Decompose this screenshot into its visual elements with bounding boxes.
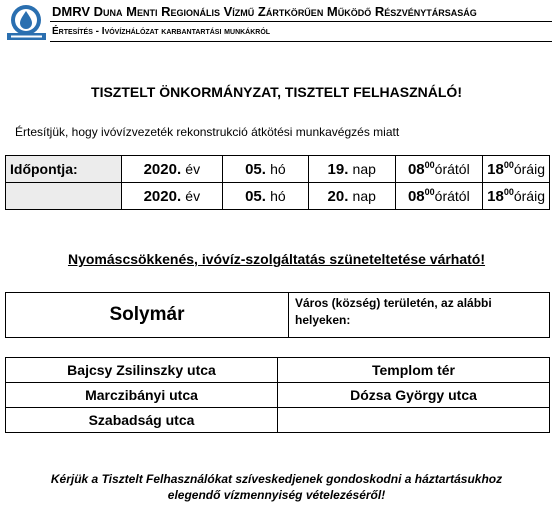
table-row xyxy=(6,383,550,408)
year-value: 2020. xyxy=(143,187,182,205)
schedule-to xyxy=(483,156,550,183)
to-hour: 18 xyxy=(487,161,504,178)
day-unit: nap xyxy=(352,160,376,177)
notice-subtitle: Értesítés - Ivóvízhálózat karbantartási munkákról xyxy=(52,26,271,37)
to-hour: 18 xyxy=(487,188,504,205)
location-table xyxy=(5,292,550,338)
day-unit: nap xyxy=(352,187,376,204)
year-unit: év xyxy=(185,187,201,204)
from-hour: 08 xyxy=(407,161,425,178)
schedule-year xyxy=(121,183,222,210)
to-unit: óráig xyxy=(513,161,545,177)
day-value: 19. xyxy=(327,160,349,178)
greeting-heading: TISZTELT ÖNKORMÁNYZAT, TISZTELT FELHASZNÁLÓ! xyxy=(91,84,462,100)
schedule-day xyxy=(308,156,395,183)
schedule-month xyxy=(222,156,308,183)
street-name: Szabadság utca xyxy=(6,408,278,433)
schedule-label: Időpontja: xyxy=(6,156,122,183)
street-name: Marczibányi utca xyxy=(6,383,278,408)
month-value: 05. xyxy=(245,160,266,178)
schedule-year xyxy=(121,156,222,183)
intro-text: Értesítjük, hogy ivóvízvezeték rekonstrukció átkötési munkavégzés miatt xyxy=(15,125,400,139)
month-unit: hó xyxy=(270,187,286,204)
header-rule-bottom xyxy=(50,41,552,42)
street-name: Templom tér xyxy=(278,358,550,383)
schedule-day xyxy=(308,183,395,210)
closing-line-1: Kérjük a Tisztelt Felhasználókat szíveskedjenek gondoskodni a háztartásukhoz xyxy=(50,472,503,486)
day-value: 20. xyxy=(327,187,349,205)
closing-line-2: elegendő vízmennyiség vételezéséről! xyxy=(167,488,386,502)
schedule-from xyxy=(395,156,483,183)
schedule-from xyxy=(395,183,483,210)
dmrv-logo xyxy=(5,2,48,42)
month-unit: hó xyxy=(270,160,286,177)
street-name: Dózsa György utca xyxy=(278,383,550,408)
street-name xyxy=(278,408,550,433)
month-value: 05. xyxy=(245,187,266,205)
table-row xyxy=(6,408,550,433)
street-name: Bajcsy Zsilinszky utca xyxy=(6,358,278,383)
streets-table xyxy=(5,357,550,433)
to-minutes: 00 xyxy=(503,187,514,197)
from-hour: 08 xyxy=(407,188,425,205)
company-name: DMRV Duna Menti Regionális Vízmű Zártkörűen Működő Részvénytársaság xyxy=(52,4,477,19)
schedule-table xyxy=(5,155,550,210)
year-value: 2020. xyxy=(143,160,182,178)
location-description: Város (község) területén, az alábbi helyeken: xyxy=(289,293,550,338)
to-unit: óráig xyxy=(513,188,545,204)
schedule-month xyxy=(222,183,308,210)
location-name: Solymár xyxy=(6,293,289,338)
table-row xyxy=(6,358,550,383)
schedule-row xyxy=(6,183,550,210)
service-warning: Nyomáscsökkenés, ivóvíz-szolgáltatás szüneteltetése várható! xyxy=(67,251,486,267)
closing-request xyxy=(0,471,553,503)
from-unit: órától xyxy=(434,161,470,177)
from-unit: órától xyxy=(434,188,470,204)
schedule-label-blank xyxy=(6,183,122,210)
year-unit: év xyxy=(185,160,201,177)
schedule-to xyxy=(483,183,550,210)
schedule-row xyxy=(6,156,550,183)
from-minutes: 00 xyxy=(424,187,435,197)
header-rule-top xyxy=(50,21,552,22)
to-minutes: 00 xyxy=(503,160,514,170)
from-minutes: 00 xyxy=(424,160,435,170)
